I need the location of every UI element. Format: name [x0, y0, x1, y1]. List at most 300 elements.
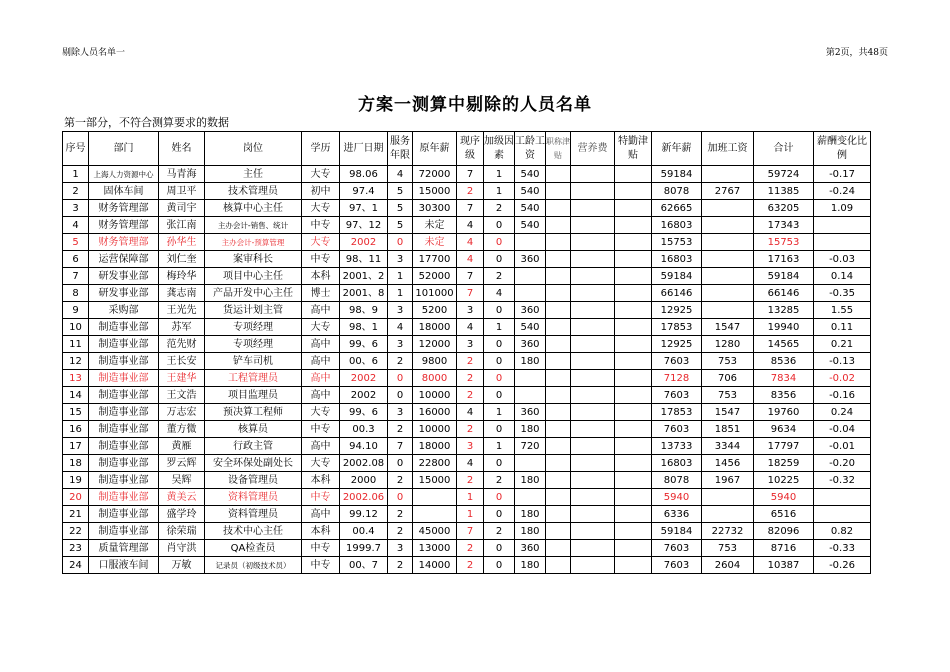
table-cell: 0 — [484, 455, 515, 472]
table-cell: 0 — [484, 251, 515, 268]
table-cell — [571, 557, 615, 574]
table-cell — [615, 302, 652, 319]
table-cell: 8716 — [754, 540, 814, 557]
table-cell — [615, 217, 652, 234]
table-cell — [702, 217, 754, 234]
table-cell: 3 — [388, 404, 413, 421]
table-cell — [702, 302, 754, 319]
table-cell — [571, 353, 615, 370]
table-cell: 14565 — [754, 336, 814, 353]
table-cell: 5 — [63, 234, 89, 251]
table-cell: 0 — [484, 506, 515, 523]
table-cell: 铲车司机 — [205, 353, 302, 370]
table-cell — [546, 506, 571, 523]
table-cell: 研发事业部 — [89, 285, 159, 302]
table-cell: 8356 — [754, 387, 814, 404]
table-cell: 6336 — [652, 506, 702, 523]
table-cell: 0 — [388, 489, 413, 506]
table-cell: 00、7 — [340, 557, 388, 574]
table-cell — [546, 421, 571, 438]
table-cell: 梅玲华 — [159, 268, 205, 285]
table-cell — [615, 251, 652, 268]
table-cell: 周卫平 — [159, 183, 205, 200]
table-cell — [615, 336, 652, 353]
table-cell — [814, 217, 871, 234]
table-cell: 8078 — [652, 183, 702, 200]
table-cell: 1 — [388, 268, 413, 285]
table-cell — [702, 200, 754, 217]
table-cell: 98.06 — [340, 166, 388, 183]
table-cell: 14 — [63, 387, 89, 404]
table-cell: 17853 — [652, 319, 702, 336]
table-cell: 18 — [63, 455, 89, 472]
table-cell: 2 — [457, 183, 484, 200]
table-cell: 采购部 — [89, 302, 159, 319]
table-cell: 12000 — [413, 336, 457, 353]
table-cell — [546, 302, 571, 319]
table-cell: 万志宏 — [159, 404, 205, 421]
table-cell — [571, 183, 615, 200]
table-cell: 制造事业部 — [89, 319, 159, 336]
col-header: 职称津贴 — [546, 132, 571, 166]
table-cell: 59184 — [754, 268, 814, 285]
table-cell: 本科 — [302, 268, 340, 285]
table-cell: 王长安 — [159, 353, 205, 370]
table-cell: 设备管理员 — [205, 472, 302, 489]
table-cell: 制造事业部 — [89, 353, 159, 370]
table-cell: 黄司宇 — [159, 200, 205, 217]
table-cell: 中专 — [302, 557, 340, 574]
table-cell — [571, 404, 615, 421]
table-cell: 4 — [388, 166, 413, 183]
table-cell: -0.33 — [814, 540, 871, 557]
table-cell: 1 — [63, 166, 89, 183]
table-cell: 3 — [457, 336, 484, 353]
table-cell: 2000 — [340, 472, 388, 489]
table-cell: 7 — [457, 523, 484, 540]
table-cell: -0.01 — [814, 438, 871, 455]
table-cell: 12925 — [652, 302, 702, 319]
table-cell: 19 — [63, 472, 89, 489]
table-cell: 0 — [388, 370, 413, 387]
table-cell: 中专 — [302, 540, 340, 557]
col-header: 工龄工资 — [515, 132, 546, 166]
table-cell: 0.82 — [814, 523, 871, 540]
table-cell: 3 — [457, 438, 484, 455]
table-cell: 高中 — [302, 387, 340, 404]
table-cell: 固体车间 — [89, 183, 159, 200]
table-cell: 7603 — [652, 540, 702, 557]
table-cell: -0.20 — [814, 455, 871, 472]
table-cell: 180 — [515, 421, 546, 438]
table-cell — [515, 268, 546, 285]
table-cell: 高中 — [302, 353, 340, 370]
table-row — [63, 217, 871, 234]
table-cell: 4 — [457, 404, 484, 421]
table-row — [63, 472, 871, 489]
table-cell: 59184 — [652, 166, 702, 183]
table-cell: 98、11 — [340, 251, 388, 268]
table-cell: 3344 — [702, 438, 754, 455]
table-cell: 大专 — [302, 200, 340, 217]
table-cell — [615, 200, 652, 217]
table-cell: 博士 — [302, 285, 340, 302]
table-cell: 9 — [63, 302, 89, 319]
table-cell: 高中 — [302, 438, 340, 455]
col-header: 序号 — [63, 132, 89, 166]
table-cell: 8000 — [413, 370, 457, 387]
table-cell: 安全环保处副处长 — [205, 455, 302, 472]
table-cell: 1 — [388, 285, 413, 302]
table-cell: 董方微 — [159, 421, 205, 438]
table-cell: 8078 — [652, 472, 702, 489]
table-cell — [571, 370, 615, 387]
table-cell: 2 — [457, 353, 484, 370]
table-cell: 黄美云 — [159, 489, 205, 506]
table-cell — [546, 353, 571, 370]
table-cell: 7 — [388, 438, 413, 455]
table-cell: 2002 — [340, 387, 388, 404]
table-cell: 主办会计-销售、统计 — [205, 217, 302, 234]
table-cell: 项目监理员 — [205, 387, 302, 404]
table-cell: 2 — [388, 506, 413, 523]
table-cell: 2 — [63, 183, 89, 200]
table-cell: 360 — [515, 302, 546, 319]
table-cell: 15 — [63, 404, 89, 421]
table-cell: 主办会计-预算管理 — [205, 234, 302, 251]
table-cell: 专项经理 — [205, 336, 302, 353]
table-cell — [702, 251, 754, 268]
table-cell: 1456 — [702, 455, 754, 472]
table-cell: 制造事业部 — [89, 438, 159, 455]
table-cell — [515, 285, 546, 302]
col-header: 合计 — [754, 132, 814, 166]
table-cell: 99、6 — [340, 336, 388, 353]
table-cell: 180 — [515, 506, 546, 523]
table-cell: 2604 — [702, 557, 754, 574]
table-cell — [571, 251, 615, 268]
table-cell: 核算员 — [205, 421, 302, 438]
table-cell — [546, 200, 571, 217]
table-cell: 4 — [484, 285, 515, 302]
table-cell: 4 — [63, 217, 89, 234]
table-cell: 上海人力资源中心 — [89, 166, 159, 183]
table-cell — [615, 404, 652, 421]
table-cell: 罗云辉 — [159, 455, 205, 472]
table-cell: 1280 — [702, 336, 754, 353]
table-cell — [571, 268, 615, 285]
table-cell: 2 — [388, 523, 413, 540]
table-cell: 360 — [515, 404, 546, 421]
table-cell: 1.09 — [814, 200, 871, 217]
table-cell: 1 — [484, 438, 515, 455]
table-cell: 范先财 — [159, 336, 205, 353]
table-row — [63, 421, 871, 438]
table-cell: 17343 — [754, 217, 814, 234]
table-cell: 3 — [457, 302, 484, 319]
table-cell: 行政主管 — [205, 438, 302, 455]
table-cell: 制造事业部 — [89, 506, 159, 523]
table-cell: 4 — [388, 319, 413, 336]
table-cell: 3 — [388, 251, 413, 268]
col-header: 进厂日期 — [340, 132, 388, 166]
table-cell: 540 — [515, 183, 546, 200]
table-cell: 2 — [484, 268, 515, 285]
table-cell — [571, 472, 615, 489]
table-cell: 高中 — [302, 302, 340, 319]
table-cell: 2 — [388, 557, 413, 574]
table-cell: 龚志南 — [159, 285, 205, 302]
table-cell — [615, 421, 652, 438]
table-cell: 0 — [388, 455, 413, 472]
table-row — [63, 251, 871, 268]
table-row — [63, 234, 871, 251]
col-header: 学历 — [302, 132, 340, 166]
table-cell — [615, 353, 652, 370]
table-cell: 0 — [388, 387, 413, 404]
table-cell: 00.4 — [340, 523, 388, 540]
table-cell — [571, 540, 615, 557]
table-cell — [571, 489, 615, 506]
table-cell: 45000 — [413, 523, 457, 540]
table-cell: 5 — [388, 200, 413, 217]
table-cell: 资料管理员 — [205, 489, 302, 506]
table-cell: 2 — [484, 200, 515, 217]
table-row — [63, 557, 871, 574]
table-cell: 15000 — [413, 472, 457, 489]
table-cell — [413, 506, 457, 523]
table-cell: -0.03 — [814, 251, 871, 268]
table-cell: 5200 — [413, 302, 457, 319]
table-cell: 00.3 — [340, 421, 388, 438]
table-cell: 98、9 — [340, 302, 388, 319]
table-cell: 10 — [63, 319, 89, 336]
table-cell: 753 — [702, 353, 754, 370]
table-cell — [615, 268, 652, 285]
table-cell: 18000 — [413, 438, 457, 455]
table-cell: 21 — [63, 506, 89, 523]
table-cell: 13285 — [754, 302, 814, 319]
table-cell — [615, 455, 652, 472]
sheet-name: 剔除人员名单一 — [62, 48, 126, 58]
table-cell: 17 — [63, 438, 89, 455]
table-cell: 预决算工程师 — [205, 404, 302, 421]
col-header: 部门 — [89, 132, 159, 166]
table-cell: 未定 — [413, 217, 457, 234]
table-cell: 盛学玲 — [159, 506, 205, 523]
table-cell — [515, 387, 546, 404]
table-cell — [546, 251, 571, 268]
table-cell: 财务管理部 — [89, 234, 159, 251]
table-cell: -0.24 — [814, 183, 871, 200]
table-cell: -0.32 — [814, 472, 871, 489]
table-cell: 62665 — [652, 200, 702, 217]
table-cell: 3 — [388, 540, 413, 557]
table-cell: 0.21 — [814, 336, 871, 353]
table-cell: 0 — [484, 489, 515, 506]
table-cell — [546, 268, 571, 285]
table-cell: 720 — [515, 438, 546, 455]
table-cell: 15753 — [652, 234, 702, 251]
table-cell: 1 — [457, 506, 484, 523]
table-cell — [571, 285, 615, 302]
table-cell — [546, 438, 571, 455]
table-cell: 180 — [515, 472, 546, 489]
table-cell: 2 — [457, 540, 484, 557]
table-cell: 中专 — [302, 217, 340, 234]
table-cell: 23 — [63, 540, 89, 557]
table-cell: 2 — [457, 557, 484, 574]
table-cell: 刘仁奎 — [159, 251, 205, 268]
table-cell — [571, 506, 615, 523]
table-cell: 20 — [63, 489, 89, 506]
table-cell — [571, 302, 615, 319]
table-cell: 13000 — [413, 540, 457, 557]
table-cell: -0.26 — [814, 557, 871, 574]
table-cell: 17163 — [754, 251, 814, 268]
table-cell: 4 — [457, 455, 484, 472]
table-cell: 10387 — [754, 557, 814, 574]
table-cell: 59724 — [754, 166, 814, 183]
table-cell — [615, 472, 652, 489]
table-cell: 制造事业部 — [89, 336, 159, 353]
table-cell — [546, 217, 571, 234]
table-row — [63, 285, 871, 302]
table-cell: 中专 — [302, 251, 340, 268]
table-cell — [615, 540, 652, 557]
table-cell: 8536 — [754, 353, 814, 370]
table-cell: 360 — [515, 540, 546, 557]
table-cell: 1 — [484, 166, 515, 183]
table-cell — [546, 455, 571, 472]
table-cell: 财务管理部 — [89, 217, 159, 234]
table-cell: 360 — [515, 336, 546, 353]
table-cell — [571, 421, 615, 438]
table-cell: 专项经理 — [205, 319, 302, 336]
table-cell: 2 — [457, 387, 484, 404]
table-cell: 8 — [63, 285, 89, 302]
table-cell: 19760 — [754, 404, 814, 421]
table-cell: -0.02 — [814, 370, 871, 387]
table-cell — [571, 336, 615, 353]
table-cell: 大专 — [302, 319, 340, 336]
table-cell — [546, 234, 571, 251]
table-cell: 98、1 — [340, 319, 388, 336]
table-cell: 资料管理员 — [205, 506, 302, 523]
table-cell: 2001、2 — [340, 268, 388, 285]
table-cell: 工程管理员 — [205, 370, 302, 387]
table-cell: 未定 — [413, 234, 457, 251]
table-cell: 2001、8 — [340, 285, 388, 302]
table-cell: 0 — [484, 370, 515, 387]
table-cell: 3 — [388, 302, 413, 319]
table-cell: 记录员（初级技术员） — [205, 557, 302, 574]
table-cell — [546, 183, 571, 200]
table-cell: 22732 — [702, 523, 754, 540]
table-cell: 大专 — [302, 404, 340, 421]
table-cell: 3 — [63, 200, 89, 217]
table-cell: 99.12 — [340, 506, 388, 523]
table-cell: 0 — [484, 217, 515, 234]
table-cell: 16803 — [652, 455, 702, 472]
table-cell — [615, 523, 652, 540]
table-cell — [571, 387, 615, 404]
table-cell: 7 — [457, 166, 484, 183]
table-cell: 0 — [484, 353, 515, 370]
table-cell: 2002 — [340, 370, 388, 387]
table-cell: 13733 — [652, 438, 702, 455]
table-cell: 10225 — [754, 472, 814, 489]
table-cell: 2 — [484, 523, 515, 540]
table-cell: 1 — [484, 404, 515, 421]
table-cell: 孙华生 — [159, 234, 205, 251]
table-cell — [546, 319, 571, 336]
table-cell: 97.4 — [340, 183, 388, 200]
table-cell: 1 — [484, 183, 515, 200]
table-cell — [615, 234, 652, 251]
table-cell — [546, 489, 571, 506]
table-cell: 制造事业部 — [89, 455, 159, 472]
table-cell — [702, 489, 754, 506]
table-cell: 180 — [515, 523, 546, 540]
section-subtitle: 第一部分，不符合测算要求的数据 — [64, 116, 229, 129]
col-header: 原年薪 — [413, 132, 457, 166]
table-cell: 9634 — [754, 421, 814, 438]
table-cell: 0 — [484, 336, 515, 353]
table-cell: 360 — [515, 251, 546, 268]
table-cell — [546, 523, 571, 540]
page-title: 方案一测算中剔除的人员名单 — [358, 95, 592, 115]
table-cell — [571, 438, 615, 455]
table-cell: 大专 — [302, 455, 340, 472]
table-cell: 苏军 — [159, 319, 205, 336]
table-cell: 产品开发中心主任 — [205, 285, 302, 302]
table-cell: 1851 — [702, 421, 754, 438]
table-cell: 94.10 — [340, 438, 388, 455]
table-cell: 17700 — [413, 251, 457, 268]
col-header: 服务年限 — [388, 132, 413, 166]
table-cell: 中专 — [302, 489, 340, 506]
table-cell: 66146 — [754, 285, 814, 302]
table-cell: 97、12 — [340, 217, 388, 234]
table-cell: -0.04 — [814, 421, 871, 438]
table-cell: 15753 — [754, 234, 814, 251]
table-cell: 财务管理部 — [89, 200, 159, 217]
table-cell: 高中 — [302, 506, 340, 523]
table-cell: 肖守洪 — [159, 540, 205, 557]
table-cell: -0.17 — [814, 166, 871, 183]
table-cell: -0.13 — [814, 353, 871, 370]
table-cell: 王文浩 — [159, 387, 205, 404]
table-header-row — [63, 132, 871, 166]
table-cell — [515, 489, 546, 506]
table-row — [63, 166, 871, 183]
table-cell — [515, 234, 546, 251]
table-cell: 18259 — [754, 455, 814, 472]
table-cell: 2 — [388, 353, 413, 370]
table-cell: 初中 — [302, 183, 340, 200]
table-cell: 2002.06 — [340, 489, 388, 506]
table-row — [63, 489, 871, 506]
table-row — [63, 353, 871, 370]
table-cell — [546, 166, 571, 183]
table-cell — [702, 268, 754, 285]
table-cell — [702, 166, 754, 183]
col-header: 姓名 — [159, 132, 205, 166]
table-cell: 马青海 — [159, 166, 205, 183]
table-cell: 项目中心主任 — [205, 268, 302, 285]
table-cell: 101000 — [413, 285, 457, 302]
